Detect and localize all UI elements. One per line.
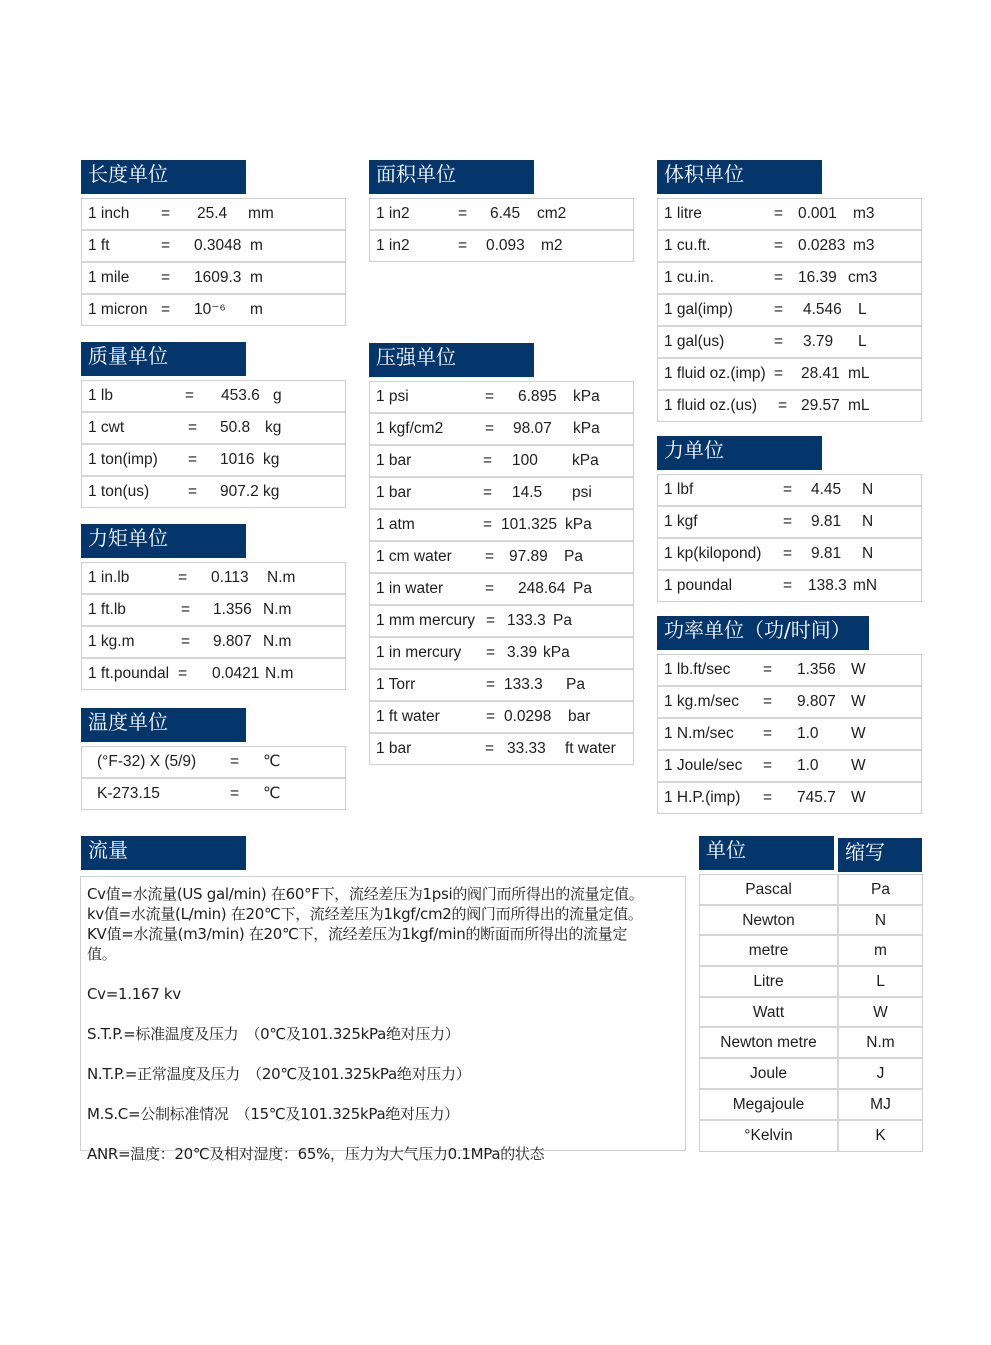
to-unit: N.m bbox=[263, 633, 292, 650]
table-row bbox=[370, 478, 633, 510]
to-unit: W bbox=[851, 757, 866, 774]
equals: = bbox=[485, 388, 495, 405]
table-row bbox=[700, 1059, 922, 1090]
table-row bbox=[370, 414, 633, 446]
value: 1.356 bbox=[213, 601, 252, 618]
unit-name: Pascal bbox=[700, 875, 839, 904]
value: 50.8 bbox=[220, 419, 251, 436]
to-unit: W bbox=[851, 725, 866, 742]
value: 9.81 bbox=[811, 545, 842, 562]
value: 133.3 bbox=[507, 612, 546, 629]
value: 1016 bbox=[220, 451, 255, 468]
torque-table bbox=[81, 562, 346, 690]
table-row bbox=[658, 687, 921, 719]
equals: = bbox=[178, 665, 188, 682]
table-row bbox=[370, 199, 633, 231]
value: 745.7 bbox=[797, 789, 836, 806]
equals: = bbox=[188, 483, 198, 500]
to-unit: bar bbox=[568, 708, 591, 725]
to-unit: cm2 bbox=[537, 205, 567, 222]
value: 9.807 bbox=[797, 693, 836, 710]
from-unit: 1 lbf bbox=[664, 481, 694, 498]
value: 0.001 bbox=[798, 205, 837, 222]
table-row bbox=[700, 998, 922, 1029]
table-row bbox=[370, 606, 633, 638]
from-unit: 1 ft water bbox=[376, 708, 440, 725]
equals: = bbox=[763, 693, 773, 710]
abbr-abbr-header: 缩写 bbox=[838, 838, 922, 872]
table-row bbox=[82, 445, 345, 477]
abbreviation-table bbox=[699, 874, 923, 1152]
table-row bbox=[370, 231, 633, 261]
result-unit: ℃ bbox=[263, 785, 281, 802]
table-row bbox=[82, 563, 345, 595]
to-unit: Pa bbox=[573, 580, 592, 597]
to-unit: N.m bbox=[267, 569, 296, 586]
from-unit: 1 in water bbox=[376, 580, 444, 597]
value: 101.325 bbox=[501, 516, 558, 533]
table-row bbox=[82, 199, 345, 231]
table-row bbox=[82, 747, 345, 779]
equals: = bbox=[185, 387, 195, 404]
to-unit: mN bbox=[853, 577, 878, 594]
to-unit: W bbox=[851, 693, 866, 710]
table-row bbox=[700, 1090, 922, 1121]
table-row bbox=[658, 295, 921, 327]
mass-table bbox=[81, 380, 346, 508]
from-unit: 1 N.m/sec bbox=[664, 725, 734, 742]
to-unit: W bbox=[851, 661, 866, 678]
equals: = bbox=[230, 753, 240, 770]
torque-header: 力矩单位 bbox=[81, 524, 246, 558]
from-unit: 1 lb bbox=[88, 387, 113, 404]
formula: (°F-32) X (5/9) bbox=[97, 753, 197, 770]
to-unit: W bbox=[851, 789, 866, 806]
to-unit: kPa bbox=[573, 388, 600, 405]
result-unit: ℃ bbox=[263, 753, 281, 770]
equals: = bbox=[763, 661, 773, 678]
from-unit: 1 cm water bbox=[376, 548, 452, 565]
equals: = bbox=[188, 419, 198, 436]
to-unit: kPa bbox=[543, 644, 570, 661]
unit-name: Watt bbox=[700, 998, 839, 1027]
equals: = bbox=[783, 545, 793, 562]
area-section bbox=[369, 160, 634, 262]
flow-section bbox=[81, 836, 246, 870]
from-unit: 1 ton(imp) bbox=[88, 451, 158, 468]
from-unit: 1 gal(imp) bbox=[664, 301, 733, 318]
power-section bbox=[657, 616, 922, 814]
equals: = bbox=[485, 548, 495, 565]
from-unit: 1 bar bbox=[376, 452, 412, 469]
from-unit: 1 fluid oz.(imp) bbox=[664, 365, 766, 382]
power-table bbox=[657, 654, 922, 814]
equals: = bbox=[483, 452, 493, 469]
table-row bbox=[658, 507, 921, 539]
unit-abbr: J bbox=[876, 1065, 885, 1083]
from-unit: 1 inch bbox=[88, 205, 130, 222]
from-unit: 1 atm bbox=[376, 516, 415, 533]
stp-definition: S.T.P.=标准温度及压力 （0℃及101.325kPa绝对压力） bbox=[87, 1025, 460, 1043]
temperature-table bbox=[81, 746, 346, 810]
from-unit: 1 psi bbox=[376, 388, 409, 405]
table-row bbox=[658, 751, 921, 783]
unit-name: Joule bbox=[700, 1059, 839, 1088]
torque-section bbox=[81, 524, 346, 690]
abbr-unit-header: 单位 bbox=[699, 836, 834, 870]
equals: = bbox=[458, 237, 468, 254]
equals: = bbox=[230, 785, 240, 802]
table-row bbox=[658, 571, 921, 601]
pressure-header: 压强单位 bbox=[369, 343, 534, 377]
to-unit: m bbox=[250, 301, 263, 318]
value: 1.356 bbox=[797, 661, 836, 678]
table-row bbox=[370, 542, 633, 574]
table-row bbox=[82, 413, 345, 445]
cv-kv-relation: Cv=1.167 kv bbox=[87, 985, 181, 1003]
unit-name: Newton bbox=[700, 906, 839, 935]
to-unit: mL bbox=[848, 397, 870, 414]
equals: = bbox=[486, 676, 496, 693]
from-unit: 1 micron bbox=[88, 301, 148, 318]
from-unit: 1 in2 bbox=[376, 205, 410, 222]
equals: = bbox=[763, 757, 773, 774]
equals: = bbox=[161, 269, 171, 286]
to-unit: m3 bbox=[853, 237, 875, 254]
cv-definition: Cv值=水流量(US gal/min) 在60°F下，流经差压为1psi的阀门而所得出的流量定值。 bbox=[87, 885, 644, 903]
equals: = bbox=[763, 789, 773, 806]
equals: = bbox=[763, 725, 773, 742]
equals: = bbox=[485, 580, 495, 597]
from-unit: 1 mile bbox=[88, 269, 130, 286]
value: 0.0421 bbox=[212, 665, 260, 682]
pressure-section bbox=[369, 343, 634, 765]
table-row bbox=[370, 638, 633, 670]
unit-name: Litre bbox=[700, 967, 839, 996]
table-row bbox=[658, 359, 921, 391]
table-row bbox=[700, 1121, 922, 1152]
table-row bbox=[82, 263, 345, 295]
value: 248.64 bbox=[518, 580, 566, 597]
anr-definition: ANR=温度：20℃及相对湿度：65%，压力为大气压力0.1MPa的状态 bbox=[87, 1145, 545, 1163]
from-unit: 1 Torr bbox=[376, 676, 416, 693]
to-unit: L bbox=[858, 301, 867, 318]
equals: = bbox=[486, 612, 496, 629]
table-row bbox=[658, 327, 921, 359]
from-unit: 1 Joule/sec bbox=[664, 757, 743, 774]
volume-header: 体积单位 bbox=[657, 160, 822, 194]
equals: = bbox=[178, 569, 188, 586]
equals: = bbox=[485, 420, 495, 437]
unit-abbr: W bbox=[873, 1003, 888, 1021]
table-row bbox=[82, 477, 345, 507]
to-unit: N.m bbox=[263, 601, 292, 618]
equals: = bbox=[774, 333, 784, 350]
from-unit: 1 kg.m/sec bbox=[664, 693, 739, 710]
mass-header: 质量单位 bbox=[81, 342, 246, 376]
area-table bbox=[369, 198, 634, 262]
unit-name: metre bbox=[700, 936, 839, 965]
temperature-header: 温度单位 bbox=[81, 708, 246, 742]
to-unit: kg bbox=[265, 419, 282, 436]
from-unit: 1 cwt bbox=[88, 419, 125, 436]
table-row bbox=[658, 539, 921, 571]
force-header: 力单位 bbox=[657, 436, 822, 470]
to-unit: kPa bbox=[572, 452, 599, 469]
from-unit: 1 ton(us) bbox=[88, 483, 150, 500]
value: 4.546 bbox=[803, 301, 842, 318]
ntp-definition: N.T.P.=正常温度及压力 （20℃及101.325kPa绝对压力） bbox=[87, 1065, 471, 1083]
table-row bbox=[82, 779, 345, 809]
equals: = bbox=[161, 205, 171, 222]
from-unit: 1 ft.poundal bbox=[88, 665, 170, 682]
value: 907.2 bbox=[220, 483, 259, 500]
from-unit: 1 in mercury bbox=[376, 644, 462, 661]
equals: = bbox=[778, 397, 788, 414]
equals: = bbox=[485, 740, 495, 757]
to-unit: L bbox=[858, 333, 867, 350]
to-unit: Pa bbox=[566, 676, 585, 693]
pressure-table bbox=[369, 381, 634, 765]
force-section bbox=[657, 436, 922, 602]
equals: = bbox=[783, 481, 793, 498]
from-unit: 1 bar bbox=[376, 484, 412, 501]
table-row bbox=[658, 719, 921, 751]
from-unit: 1 cu.in. bbox=[664, 269, 714, 286]
power-header: 功率单位（功/时间） bbox=[657, 616, 869, 650]
to-unit: m bbox=[250, 237, 263, 254]
value: 3.79 bbox=[803, 333, 834, 350]
equals: = bbox=[483, 516, 493, 533]
value: 1.0 bbox=[797, 725, 819, 742]
value: 138.3 bbox=[808, 577, 847, 594]
unit-abbr: N.m bbox=[866, 1034, 895, 1052]
value: 0.0298 bbox=[504, 708, 552, 725]
value: 133.3 bbox=[504, 676, 543, 693]
table-row bbox=[658, 783, 921, 813]
length-table bbox=[81, 198, 346, 326]
value: 6.895 bbox=[518, 388, 557, 405]
temperature-section bbox=[81, 708, 346, 810]
equals: = bbox=[774, 269, 784, 286]
to-unit: ft water bbox=[565, 740, 616, 757]
volume-section bbox=[657, 160, 922, 422]
equals: = bbox=[774, 365, 784, 382]
mass-section bbox=[81, 342, 346, 508]
value: 0.093 bbox=[486, 237, 525, 254]
unit-abbr: L bbox=[876, 973, 885, 991]
msc-definition: M.S.C=公制标准情况 （15℃及101.325kPa绝对压力） bbox=[87, 1105, 459, 1123]
length-section bbox=[81, 160, 346, 326]
value: 453.6 bbox=[221, 387, 260, 404]
value: 0.3048 bbox=[194, 237, 242, 254]
to-unit: Pa bbox=[553, 612, 572, 629]
volume-table bbox=[657, 198, 922, 422]
to-unit: g bbox=[273, 387, 282, 404]
table-row bbox=[82, 659, 345, 689]
to-unit: m3 bbox=[853, 205, 875, 222]
equals: = bbox=[486, 644, 496, 661]
to-unit: m bbox=[250, 269, 263, 286]
value: 29.57 bbox=[801, 397, 840, 414]
table-row bbox=[370, 510, 633, 542]
table-row bbox=[82, 231, 345, 263]
table-row bbox=[658, 655, 921, 687]
value: 9.81 bbox=[811, 513, 842, 530]
equals: = bbox=[783, 577, 793, 594]
value: 97.89 bbox=[509, 548, 548, 565]
table-row bbox=[700, 1028, 922, 1059]
table-row bbox=[700, 875, 922, 906]
equals: = bbox=[458, 205, 468, 222]
unit-name: Megajoule bbox=[700, 1090, 839, 1119]
table-row bbox=[82, 381, 345, 413]
formula: K-273.15 bbox=[97, 785, 160, 802]
area-header: 面积单位 bbox=[369, 160, 534, 194]
length-header: 长度单位 bbox=[81, 160, 246, 194]
value: 10⁻⁶ bbox=[194, 301, 226, 318]
value: 6.45 bbox=[490, 205, 521, 222]
to-unit: mL bbox=[848, 365, 870, 382]
KV-definition: KV值=水流量(m3/min) 在20℃下，流经差压为1kgf/min的断面而所得出的流量定 bbox=[87, 925, 628, 943]
flow-header: 流量 bbox=[81, 836, 246, 870]
table-row bbox=[658, 263, 921, 295]
from-unit: 1 gal(us) bbox=[664, 333, 725, 350]
flow-notes bbox=[87, 884, 687, 1164]
from-unit: 1 bar bbox=[376, 740, 412, 757]
KV-definition-cont: 值。 bbox=[87, 945, 117, 963]
table-row bbox=[82, 627, 345, 659]
from-unit: 1 mm mercury bbox=[376, 612, 476, 629]
value: 9.807 bbox=[213, 633, 252, 650]
from-unit: 1 kp(kilopond) bbox=[664, 545, 762, 562]
table-row bbox=[658, 199, 921, 231]
from-unit: 1 H.P.(imp) bbox=[664, 789, 741, 806]
to-unit: N bbox=[862, 481, 874, 498]
to-unit: Pa bbox=[564, 548, 583, 565]
table-row bbox=[370, 734, 633, 764]
value: 28.41 bbox=[801, 365, 840, 382]
force-table bbox=[657, 474, 922, 602]
from-unit: 1 kg.m bbox=[88, 633, 135, 650]
from-unit: 1 kgf bbox=[664, 513, 698, 530]
table-row bbox=[658, 231, 921, 263]
equals: = bbox=[181, 633, 191, 650]
table-row bbox=[82, 595, 345, 627]
to-unit: N bbox=[862, 545, 874, 562]
table-row bbox=[370, 702, 633, 734]
table-row bbox=[82, 295, 345, 325]
value: 100 bbox=[512, 452, 538, 469]
unit-name: Newton metre bbox=[700, 1028, 839, 1057]
table-row bbox=[700, 967, 922, 998]
from-unit: 1 ft bbox=[88, 237, 110, 254]
value: 0.113 bbox=[211, 569, 249, 586]
to-unit: kPa bbox=[565, 516, 592, 533]
table-row bbox=[370, 670, 633, 702]
value: 0.0283 bbox=[798, 237, 846, 254]
from-unit: 1 in.lb bbox=[88, 569, 130, 586]
from-unit: 1 litre bbox=[664, 205, 702, 222]
from-unit: 1 poundal bbox=[664, 577, 733, 594]
value: 16.39 bbox=[798, 269, 837, 286]
equals: = bbox=[783, 513, 793, 530]
from-unit: 1 in2 bbox=[376, 237, 410, 254]
value: 3.39 bbox=[507, 644, 538, 661]
table-row bbox=[370, 574, 633, 606]
table-row bbox=[700, 906, 922, 937]
from-unit: 1 cu.ft. bbox=[664, 237, 711, 254]
equals: = bbox=[161, 301, 171, 318]
to-unit: N.m bbox=[265, 665, 294, 682]
to-unit: N bbox=[862, 513, 874, 530]
value: 1609.3 bbox=[194, 269, 242, 286]
unit-abbr: Pa bbox=[871, 881, 890, 898]
equals: = bbox=[483, 484, 493, 501]
to-unit: kPa bbox=[573, 420, 600, 437]
value: 25.4 bbox=[197, 205, 228, 222]
equals: = bbox=[774, 237, 784, 254]
to-unit: kg bbox=[263, 483, 280, 500]
value: 1.0 bbox=[797, 757, 819, 774]
equals: = bbox=[188, 451, 198, 468]
value: 98.07 bbox=[513, 420, 552, 437]
equals: = bbox=[774, 205, 784, 222]
unit-name: °Kelvin bbox=[700, 1121, 839, 1152]
equals: = bbox=[181, 601, 191, 618]
value: 14.5 bbox=[512, 484, 543, 501]
equals: = bbox=[161, 237, 171, 254]
table-row bbox=[370, 446, 633, 478]
to-unit: psi bbox=[572, 484, 592, 501]
to-unit: cm3 bbox=[848, 269, 878, 286]
value: 4.45 bbox=[811, 481, 842, 498]
unit-abbr: m bbox=[874, 942, 887, 960]
to-unit: mm bbox=[248, 205, 274, 222]
from-unit: 1 kgf/cm2 bbox=[376, 420, 444, 437]
table-row bbox=[700, 936, 922, 967]
from-unit: 1 fluid oz.(us) bbox=[664, 397, 758, 414]
from-unit: 1 ft.lb bbox=[88, 601, 126, 618]
unit-abbr: K bbox=[875, 1126, 886, 1144]
to-unit: m2 bbox=[541, 237, 563, 254]
kv-definition: kv值=水流量(L/min) 在20℃下，流经差压为1kgf/cm2的阀门而所得出的流量定值。 bbox=[87, 905, 643, 923]
unit-abbr: N bbox=[874, 911, 887, 929]
to-unit: kg bbox=[263, 451, 280, 468]
from-unit: 1 lb.ft/sec bbox=[664, 661, 731, 678]
equals: = bbox=[486, 708, 496, 725]
unit-abbr: MJ bbox=[870, 1095, 891, 1113]
table-row bbox=[370, 382, 633, 414]
equals: = bbox=[774, 301, 784, 318]
table-row bbox=[658, 475, 921, 507]
table-row bbox=[658, 391, 921, 421]
value: 33.33 bbox=[507, 740, 546, 757]
